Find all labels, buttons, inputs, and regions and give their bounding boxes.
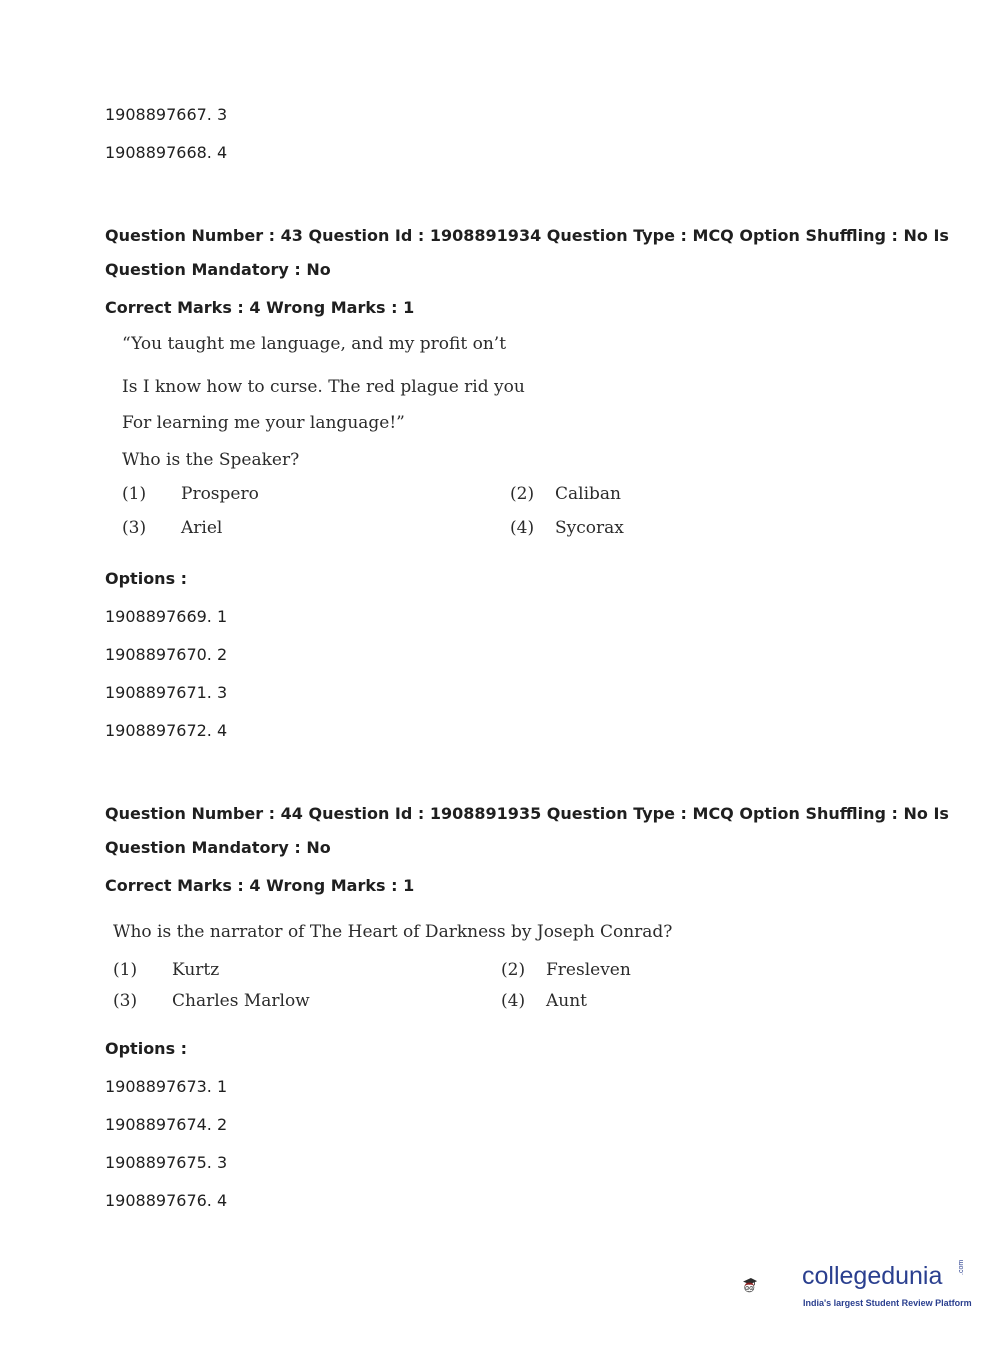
- q44-choice-text: Fresleven: [546, 960, 631, 980]
- q43-choice-text: Caliban: [555, 484, 621, 504]
- option-line: 1908897673. 1: [105, 1077, 228, 1096]
- option-line: 1908897670. 2: [105, 645, 228, 664]
- option-line: 1908897671. 3: [105, 683, 228, 702]
- q44-choice-number: (3): [113, 991, 138, 1011]
- option-line: 1908897675. 3: [105, 1153, 228, 1172]
- q44-choice-text: Charles Marlow: [172, 991, 310, 1011]
- q44-header-cont: Question Mandatory : No: [105, 838, 331, 857]
- q43-choice-text: Ariel: [181, 518, 223, 538]
- q43-question: Who is the Speaker?: [122, 450, 300, 470]
- q44-choice-number: (4): [501, 991, 526, 1011]
- q44-question: Who is the narrator of The Heart of Darkness by Joseph Conrad?: [113, 922, 673, 942]
- q44-header: Question Number : 44 Question Id : 1908891935 Question Type : MCQ Option Shuffling : No Is: [105, 804, 949, 823]
- q44-choice-number: (1): [113, 960, 138, 980]
- option-line: 1908897674. 2: [105, 1115, 228, 1134]
- q43-quote-line: Is I know how to curse. The red plague rid you: [122, 377, 525, 397]
- q43-quote-line: “You taught me language, and my profit on’t: [122, 334, 507, 354]
- q43-choice-text: Prospero: [181, 484, 259, 504]
- q43-options-label: Options :: [105, 569, 188, 588]
- q44-marks: Correct Marks : 4 Wrong Marks : 1: [105, 876, 415, 895]
- logo-suffix: .com: [958, 1259, 965, 1275]
- q43-choice-number: (3): [122, 518, 147, 538]
- q44-choice-text: Aunt: [546, 991, 588, 1011]
- q43-quote-line: For learning me your language!”: [122, 413, 405, 433]
- option-line: 1908897669. 1: [105, 607, 228, 626]
- q43-choice-number: (2): [510, 484, 535, 504]
- q43-choice-number: (1): [122, 484, 147, 504]
- option-line: 1908897668. 4: [105, 143, 228, 162]
- q44-choice-number: (2): [501, 960, 526, 980]
- option-line: 1908897676. 4: [105, 1191, 228, 1210]
- logo-wordmark: collegedunia: [802, 1262, 943, 1290]
- q43-header-cont: Question Mandatory : No: [105, 260, 331, 279]
- q43-header: Question Number : 43 Question Id : 1908891934 Question Type : MCQ Option Shuffling : No Is: [105, 226, 949, 245]
- logo-tagline: India's largest Student Review Platform: [803, 1298, 972, 1308]
- collegedunia-mascot-icon: [742, 1250, 802, 1320]
- q44-options-label: Options :: [105, 1039, 188, 1058]
- q44-choice-text: Kurtz: [172, 960, 220, 980]
- option-line: 1908897667. 3: [105, 105, 228, 124]
- q43-choice-text: Sycorax: [555, 518, 624, 538]
- option-line: 1908897672. 4: [105, 721, 228, 740]
- q43-choice-number: (4): [510, 518, 535, 538]
- q43-marks: Correct Marks : 4 Wrong Marks : 1: [105, 298, 415, 317]
